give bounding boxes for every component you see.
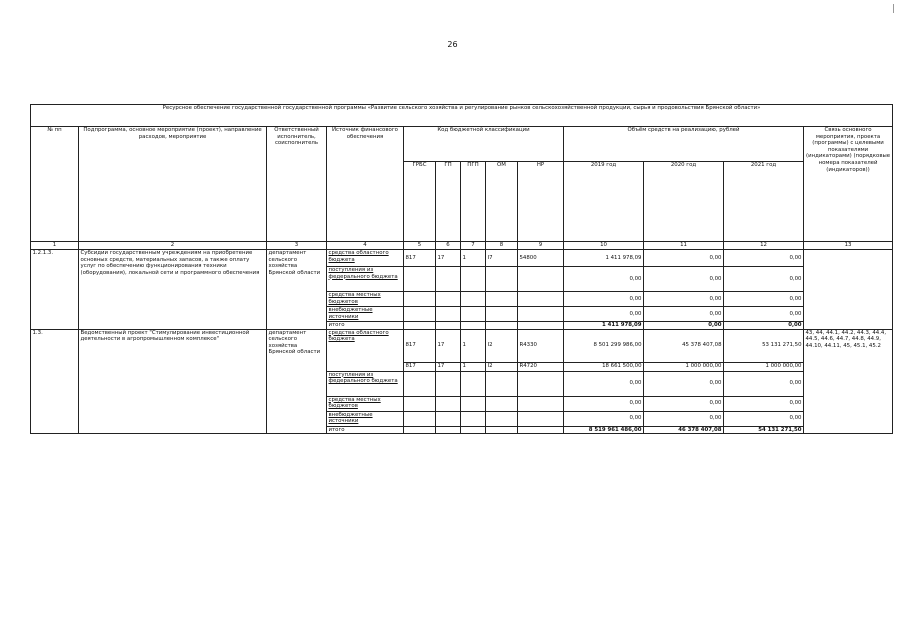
col-number: 12 — [724, 242, 804, 250]
cell-2019: 0,00 — [564, 267, 644, 292]
cell-gp — [436, 426, 461, 434]
header-gp: ГП — [436, 162, 461, 242]
cell-grbs — [404, 322, 436, 330]
col-number: 6 — [436, 242, 461, 250]
cell-nr — [518, 396, 564, 411]
cell-2020: 0,00 — [644, 307, 724, 322]
total-2019: 8 519 961 486,00 — [564, 426, 644, 434]
header-program: Подпрограмма, основное мероприятие (проект), направление расходов, мероприятие — [79, 127, 267, 242]
row-name: Субсидии государственным учреждениям на приобретение основных средств, материальных запасов, а также оплату услуг по обеспечению функционирования техники (оборудования), локальной сети и программного обеспечения — [79, 250, 267, 330]
cell-2021: 0,00 — [724, 267, 804, 292]
cell-gp: 17 — [436, 250, 461, 267]
cell-gp — [436, 396, 461, 411]
cell-2019: 0,00 — [564, 371, 644, 396]
cell-om — [486, 426, 518, 434]
col-number: 2 — [79, 242, 267, 250]
header-num: № пп — [31, 127, 79, 242]
cell-om — [486, 322, 518, 330]
cell-nr — [518, 411, 564, 426]
col-number: 5 — [404, 242, 436, 250]
cell-gp — [436, 411, 461, 426]
row-source: средства областного бюджета — [327, 329, 404, 371]
cell-2021: 1 000 000,00 — [724, 362, 804, 371]
table-row — [31, 329, 893, 362]
cell-om — [486, 371, 518, 396]
cell-pgp — [461, 292, 486, 307]
cell-om — [486, 396, 518, 411]
table-row — [31, 250, 893, 267]
cell-2020: 0,00 — [644, 371, 724, 396]
cell-2021: 0,00 — [724, 250, 804, 267]
cell-2020: 0,00 — [644, 292, 724, 307]
col-number: 8 — [486, 242, 518, 250]
header-row — [31, 127, 893, 162]
cell-gp — [436, 371, 461, 396]
cell-2020: 1 000 000,00 — [644, 362, 724, 371]
cell-nr: R4720 — [518, 362, 564, 371]
cell-nr: 54800 — [518, 250, 564, 267]
cell-grbs — [404, 396, 436, 411]
cell-om — [486, 267, 518, 292]
column-number-row — [31, 242, 893, 250]
cell-2021: 53 131 271,50 — [724, 329, 804, 362]
header-pgp: ПГП — [461, 162, 486, 242]
cell-om: I2 — [486, 329, 518, 362]
row-link — [804, 250, 893, 330]
cell-nr — [518, 292, 564, 307]
table-title-row — [31, 105, 893, 127]
row-num: 1.2.1.3. — [31, 250, 79, 330]
cell-grbs: 817 — [404, 329, 436, 362]
cell-grbs — [404, 426, 436, 434]
cell-om: I7 — [486, 250, 518, 267]
col-number: 13 — [804, 242, 893, 250]
cell-nr — [518, 307, 564, 322]
cell-om — [486, 292, 518, 307]
cell-gp — [436, 307, 461, 322]
total-label: итого — [327, 322, 404, 330]
cell-2021: 0,00 — [724, 292, 804, 307]
cell-2019: 8 501 299 986,00 — [564, 329, 644, 362]
cell-pgp — [461, 426, 486, 434]
cell-pgp — [461, 411, 486, 426]
cell-nr — [518, 322, 564, 330]
cell-pgp — [461, 396, 486, 411]
cell-om — [486, 411, 518, 426]
cell-pgp: 1 — [461, 250, 486, 267]
cell-gp — [436, 292, 461, 307]
row-source: внебюджетные источники — [327, 411, 404, 426]
cell-gp: 17 — [436, 362, 461, 371]
total-2020: 0,00 — [644, 322, 724, 330]
cell-nr: R4330 — [518, 329, 564, 362]
col-number: 1 — [31, 242, 79, 250]
cell-2020: 0,00 — [644, 411, 724, 426]
cell-2020: 45 378 407,08 — [644, 329, 724, 362]
col-number: 10 — [564, 242, 644, 250]
header-amount: Объём средств на реализацию, рублей — [564, 127, 804, 162]
col-number: 4 — [327, 242, 404, 250]
header-2019: 2019 год — [564, 162, 644, 242]
cell-pgp — [461, 267, 486, 292]
cell-2020: 0,00 — [644, 250, 724, 267]
cell-pgp: 1 — [461, 329, 486, 362]
cell-2021: 0,00 — [724, 371, 804, 396]
header-executor: Ответственный исполнитель, соисполнитель — [267, 127, 327, 242]
budget-document — [30, 104, 892, 434]
row-source: средства местных бюджетов — [327, 292, 404, 307]
row-source: средства областного бюджета — [327, 250, 404, 267]
cell-2019: 0,00 — [564, 307, 644, 322]
page-number: 26 — [447, 40, 458, 49]
cell-grbs — [404, 411, 436, 426]
row-num: 1.3. — [31, 329, 79, 434]
col-number: 3 — [267, 242, 327, 250]
total-2020: 46 378 407,08 — [644, 426, 724, 434]
row-source: поступления из федерального бюджета — [327, 267, 404, 292]
cell-2021: 0,00 — [724, 396, 804, 411]
total-2021: 54 131 271,50 — [724, 426, 804, 434]
cell-gp — [436, 322, 461, 330]
header-grbs: ГРБС — [404, 162, 436, 242]
header-2021: 2021 год — [724, 162, 804, 242]
table-title: Ресурсное обеспечение государственной государственной программы «Развитие сельского хозяйства и регулирование рынков сельскохозяйственной продукции, сырья и продовольствия Брянской области» — [31, 105, 893, 127]
cell-pgp — [461, 371, 486, 396]
cell-om: I2 — [486, 362, 518, 371]
col-number: 7 — [461, 242, 486, 250]
cell-grbs — [404, 292, 436, 307]
cell-grbs — [404, 371, 436, 396]
cell-grbs — [404, 267, 436, 292]
cell-nr — [518, 426, 564, 434]
cell-nr — [518, 267, 564, 292]
cell-2019: 0,00 — [564, 411, 644, 426]
row-name: Ведомственный проект "Стимулирование инвестиционной деятельности в агропромышленном комплексе" — [79, 329, 267, 434]
cell-2019: 0,00 — [564, 292, 644, 307]
cell-om — [486, 307, 518, 322]
cell-pgp: 1 — [461, 362, 486, 371]
cell-2019: 18 661 500,00 — [564, 362, 644, 371]
cell-grbs: 817 — [404, 250, 436, 267]
col-number: 11 — [644, 242, 724, 250]
cell-grbs — [404, 307, 436, 322]
cell-2020: 0,00 — [644, 396, 724, 411]
row-executor: департамент сельского хозяйства Брянской области — [267, 250, 327, 330]
header-om: ОМ — [486, 162, 518, 242]
header-link: Связь основного мероприятия, проекта (программы) с целевыми показателями (индикаторами) (порядковые номера показателей (индикаторов)) — [804, 127, 893, 242]
cell-nr — [518, 371, 564, 396]
row-source: средства местных бюджетов — [327, 396, 404, 411]
total-2019: 1 411 978,09 — [564, 322, 644, 330]
cell-pgp — [461, 307, 486, 322]
total-label: итого — [327, 426, 404, 434]
cell-2019: 1 411 978,09 — [564, 250, 644, 267]
row-link: 43, 44, 44.1, 44.2, 44.3, 44.4, 44.5, 44.6, 44.7, 44.8, 44.9, 44.10, 44.11, 45, 45.1, 45.2 — [804, 329, 893, 434]
header-nr: НР — [518, 162, 564, 242]
total-2021: 0,00 — [724, 322, 804, 330]
cell-pgp — [461, 322, 486, 330]
cell-2019: 0,00 — [564, 396, 644, 411]
header-code: Код бюджетной классификации — [404, 127, 564, 162]
header-source: Источник финансового обеспечения — [327, 127, 404, 242]
header-2020: 2020 год — [644, 162, 724, 242]
col-number: 9 — [518, 242, 564, 250]
cell-2020: 0,00 — [644, 267, 724, 292]
edge-mark — [893, 4, 894, 13]
cell-2021: 0,00 — [724, 307, 804, 322]
row-executor: департамент сельского хозяйства Брянской области — [267, 329, 327, 434]
cell-2021: 0,00 — [724, 411, 804, 426]
row-source: внебюджетные источники — [327, 307, 404, 322]
cell-gp: 17 — [436, 329, 461, 362]
cell-grbs: 817 — [404, 362, 436, 371]
budget-table — [30, 104, 893, 434]
row-source: поступления из федерального бюджета — [327, 371, 404, 396]
cell-gp — [436, 267, 461, 292]
